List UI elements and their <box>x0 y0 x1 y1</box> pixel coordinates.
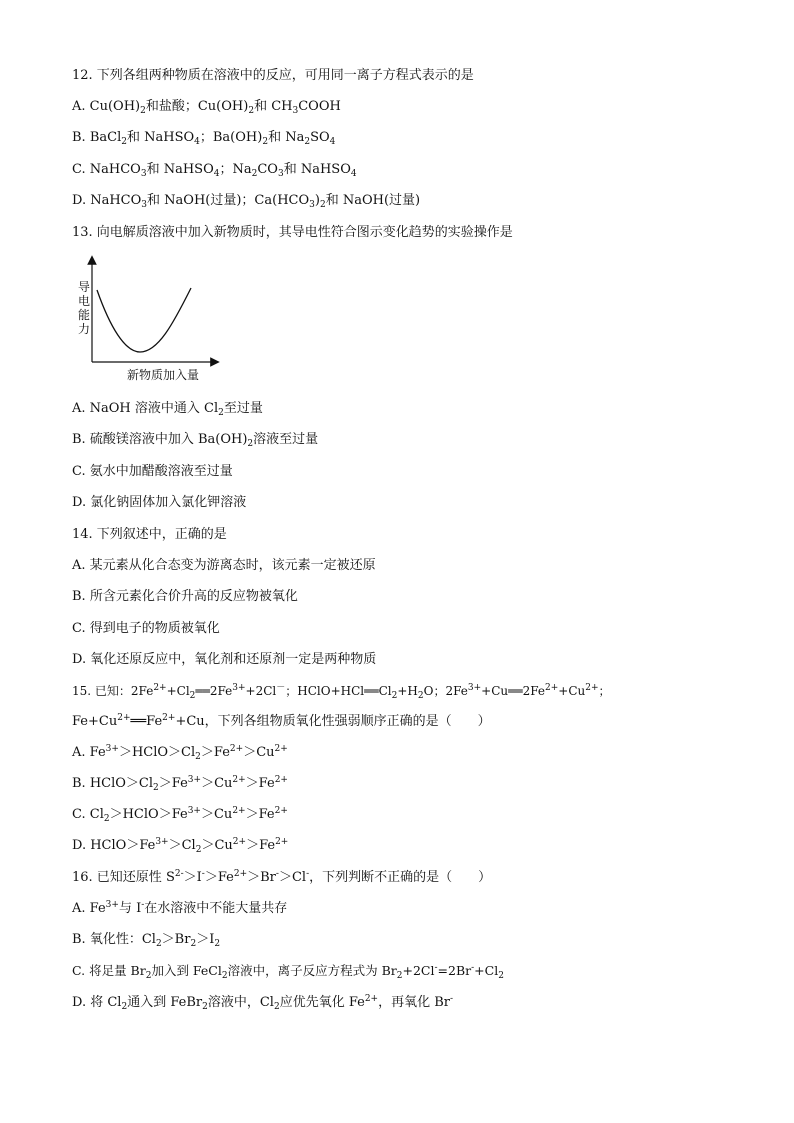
q15-option-d: D. $HClO>Fe^{3+}>Cl_2>Cu^{2+}>Fe^{2+}$ <box>72 837 289 855</box>
q12-option-a: A. $Cu(OH)_2$和盐酸；$Cu(OH)_2$和 $CH_3COOH$ <box>72 99 341 116</box>
q12-stem: 12. 下列各组两种物质在溶液中的反应，可用同一离子方程式表示的是 <box>72 68 474 83</box>
q13-option-b: B. 硫酸镁溶液中加入 $Ba(OH)_2$溶液至过量 <box>72 432 319 449</box>
q15-option-a: A. $Fe^{3+}>HClO>Cl_2>Fe^{2+}>Cu^{2+}$ <box>72 744 288 762</box>
q14-option-a: A. 某元素从化合态变为游离态时，该元素一定被还原 <box>72 558 376 573</box>
q12-option-c: C. NaHCO$_3$和 NaHSO$_4$；$Na_2CO_3$和 NaHSO$_4$ <box>72 162 357 179</box>
q12-option-b: B. BaCl$_2$和 NaHSO$_4$；$Ba(OH)_2$和 $Na_2SO_4$ <box>72 130 336 147</box>
q15-stem-line2: $Fe+Cu^{2+}══Fe^{2+}+Cu$，下列各组物质氧化性强弱顺序正确的是（ ） <box>72 713 491 729</box>
q14-option-c: C. 得到电子的物质被氧化 <box>72 621 220 636</box>
q14-option-d: D. 氧化还原反应中，氧化剂和还原剂一定是两种物质 <box>72 652 377 667</box>
x-axis-label: 新物质加入量 <box>127 368 200 382</box>
q12-option-d: D. NaHCO$_3$和 NaOH(过量)；$Ca(HCO_3)_2$和 NaOH(过量) <box>72 193 421 210</box>
q13-option-d: D. 氯化钠固体加入氯化钾溶液 <box>72 495 247 510</box>
q15-stem-line1: 15. 已知：$2Fe^{2+}+Cl_2══2Fe^{3+}+2Cl^-$；$HClO+HCl══Cl_2+H_2O$；$2Fe^{3+}+Cu══2Fe^{2+}+Cu^{2+}$； <box>72 683 611 701</box>
q14-stem: 14. 下列叙述中，正确的是 <box>72 527 227 542</box>
q16-stem: 16. 已知还原性 $S^{2-}>I^->Fe^{2+}>Br^->Cl^-$，下列判断不正确的是（ ） <box>72 869 492 885</box>
q16-option-b: B. 氧化性：$Cl_2>Br_2>I_2$ <box>72 932 221 949</box>
q13-option-a: A. NaOH 溶液中通入 $Cl_2$至过量 <box>72 401 263 418</box>
q13-option-c: C. 氨水中加醋酸溶液至过量 <box>72 464 233 479</box>
q16-option-d: D. 将 $Cl_2$通入到 FeBr$_2$溶液中，$Cl_2$应优先氧化 $Fe^{2+}$，再氧化 Br- <box>72 994 454 1012</box>
q15-option-c: C. $Cl_2>HClO>Fe^{3+}>Cu^{2+}>Fe^{2+}$ <box>72 806 288 824</box>
y-axis-label: 导电能力 <box>77 280 90 336</box>
conductivity-curve <box>97 288 191 352</box>
q16-option-a: A. $Fe^{3+}$与 I-在水溶液中不能大量共存 <box>72 900 288 916</box>
q14-option-b: B. 所含元素化合价升高的反应物被氧化 <box>72 589 298 604</box>
q16-option-c: C. 将足量 $Br_2$加入到 FeCl$_2$溶液中，离子反应方程式为 $Br_2+2Cl^-=2Br^-+Cl_2$ <box>72 963 504 981</box>
conductivity-graph <box>70 252 230 387</box>
q13-stem: 13. 向电解质溶液中加入新物质时，其导电性符合图示变化趋势的实验操作是 <box>72 225 513 240</box>
q15-option-b: B. $HClO>Cl_2>Fe^{3+}>Cu^{2+}>Fe^{2+}$ <box>72 775 288 793</box>
